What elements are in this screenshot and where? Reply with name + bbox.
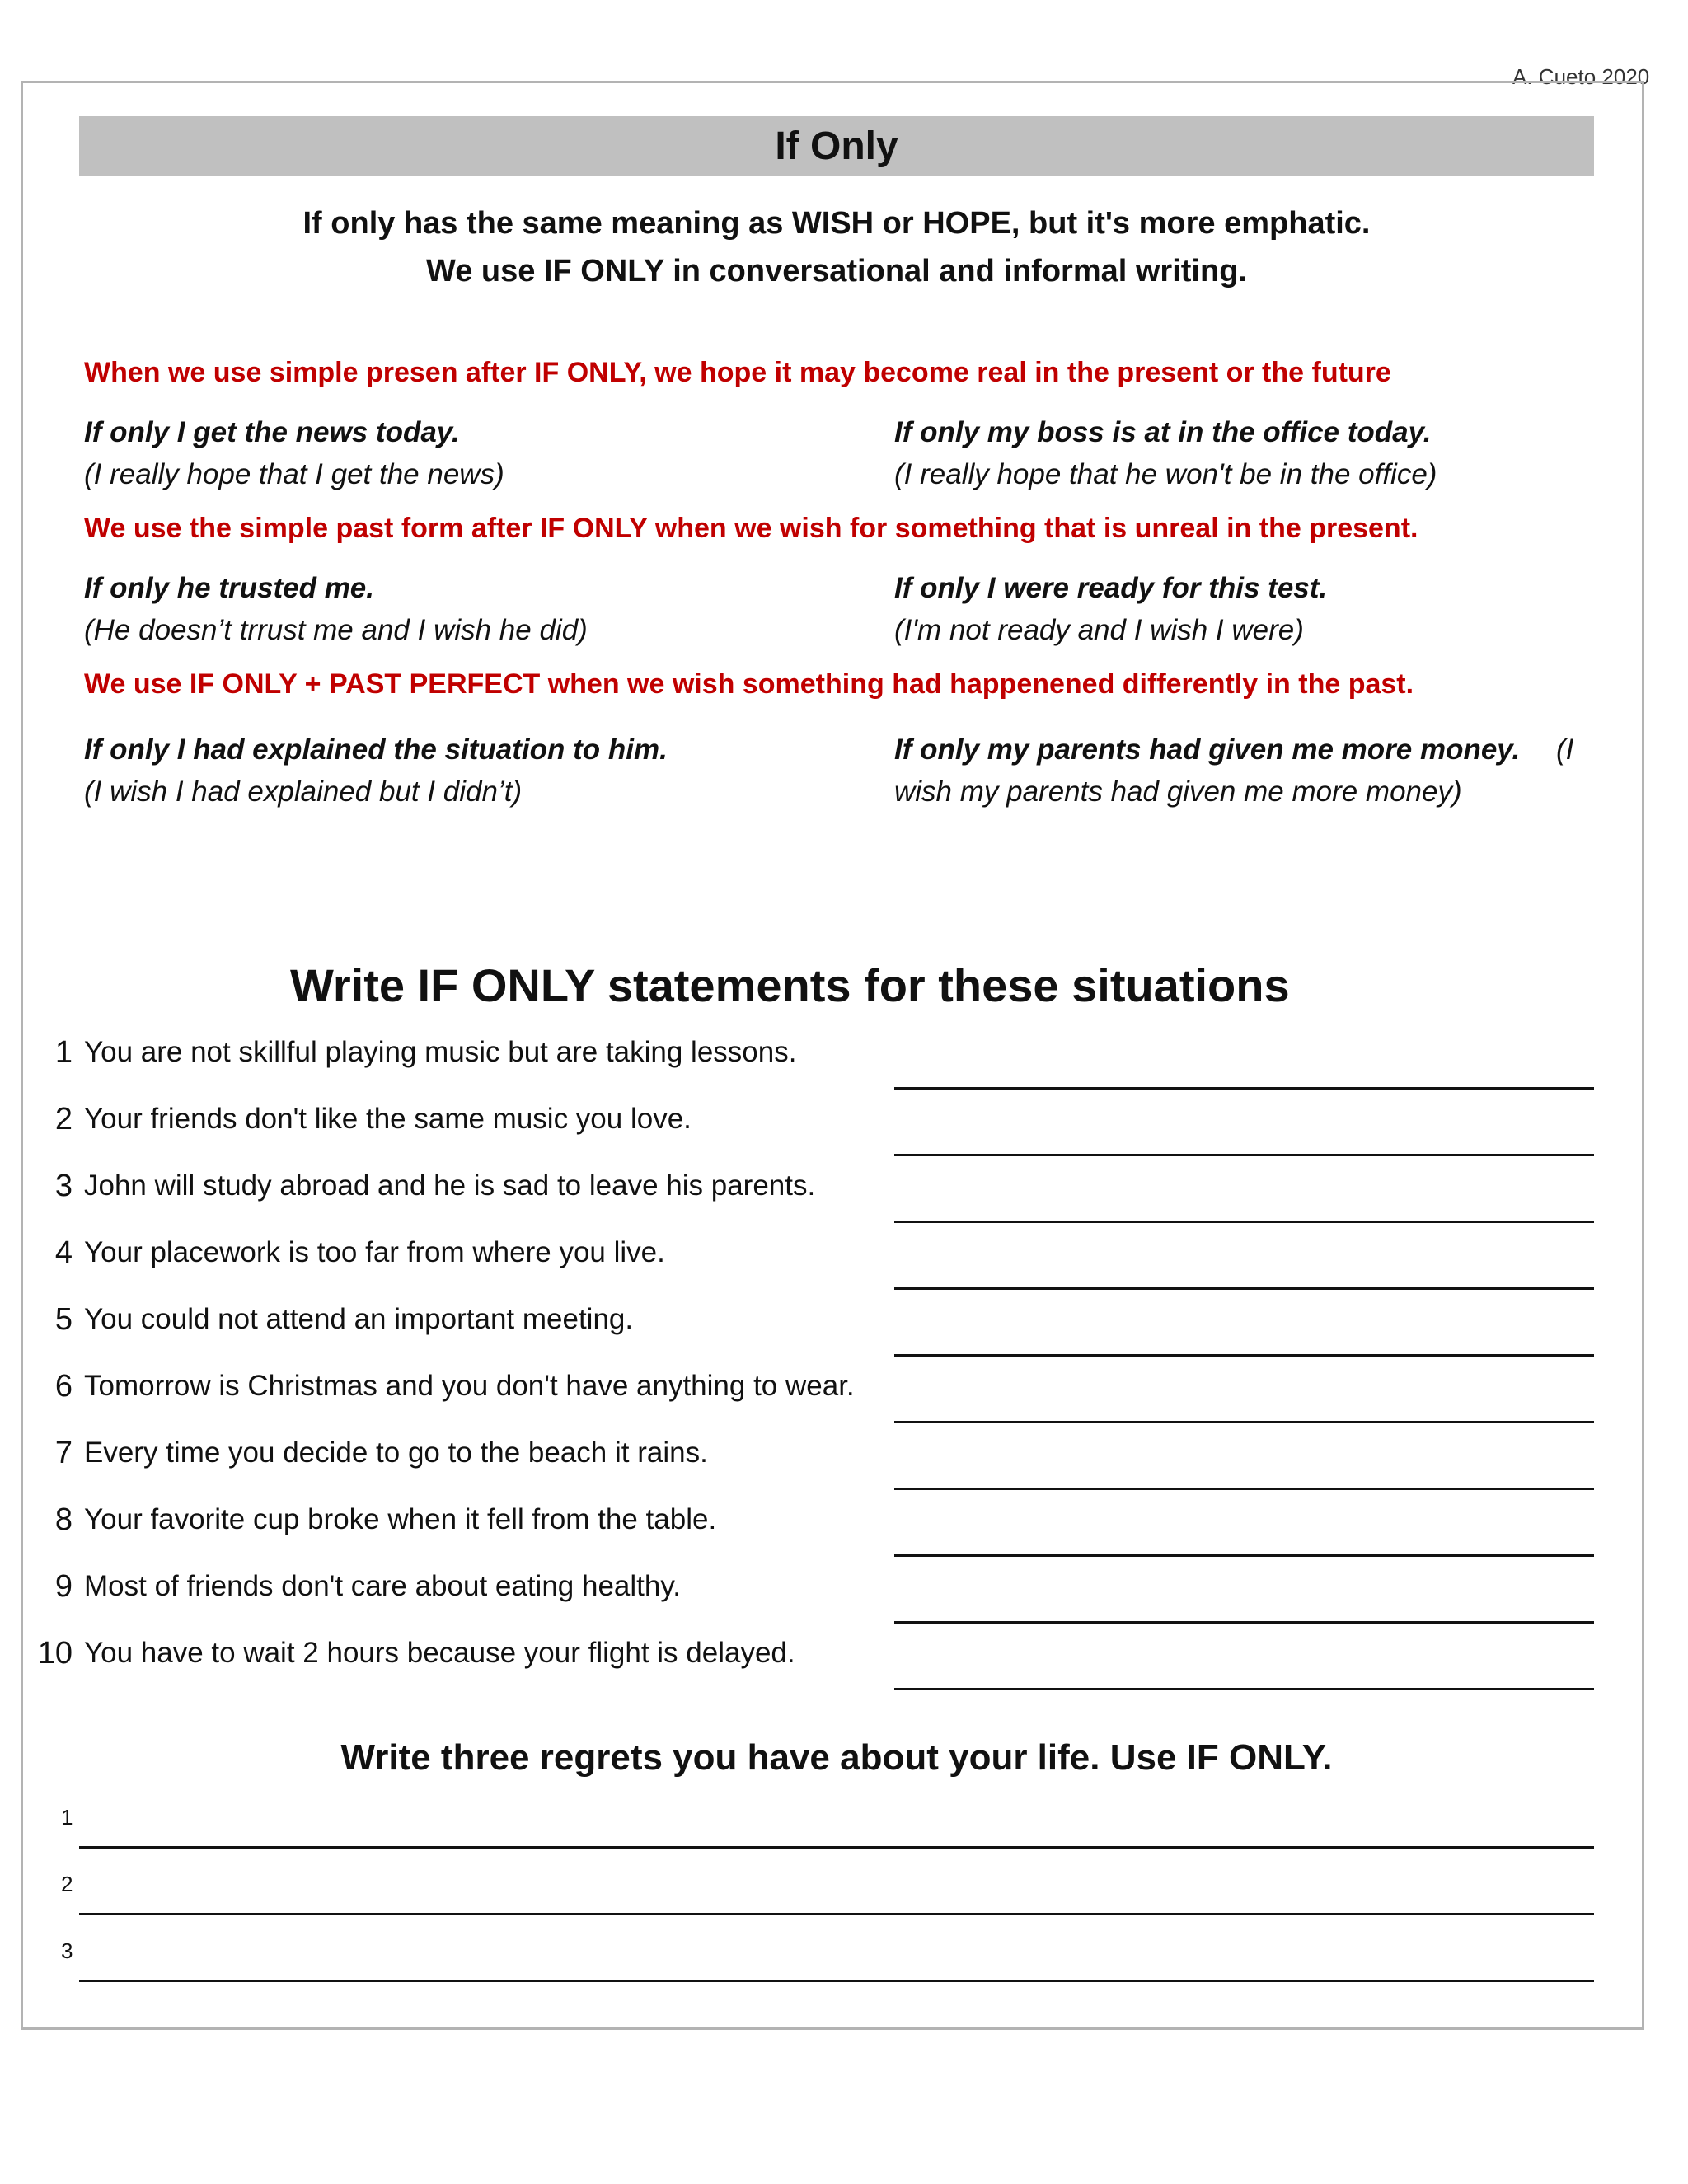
example-block xyxy=(894,567,1327,651)
regrets-title: Write three regrets you have about your life. Use IF ONLY. xyxy=(340,1737,1333,1778)
exercise-item xyxy=(0,1497,1688,1563)
item-number: 10 xyxy=(37,1636,73,1671)
item-number: 2 xyxy=(54,1102,73,1137)
item-situation: Most of friends don't care about eating healthy. xyxy=(84,1570,681,1602)
item-number: 1 xyxy=(54,1035,73,1070)
example-sentence: If only I were ready for this test. xyxy=(894,572,1328,604)
exercise-item xyxy=(0,1096,1688,1162)
example-block xyxy=(84,567,588,651)
answer-line[interactable] xyxy=(894,1421,1594,1423)
exercise-title: Write IF ONLY statements for these situations xyxy=(290,959,1290,1011)
item-situation: Your favorite cup broke when it fell from the table. xyxy=(84,1503,717,1535)
answer-line[interactable] xyxy=(894,1154,1594,1156)
regret-answer-line[interactable] xyxy=(79,1980,1594,1982)
rule-present: When we use simple presen after IF ONLY, we hope it may become real in the present or the future xyxy=(84,357,1391,388)
item-situation: You are not skillful playing music but are taking lessons. xyxy=(84,1036,797,1068)
item-situation: You could not attend an important meeting. xyxy=(84,1303,634,1335)
example-sentence: If only I had explained the situation to him. xyxy=(84,733,668,766)
regret-number: 1 xyxy=(61,1805,73,1830)
example-note: wish my parents had given me more money) xyxy=(894,776,1462,808)
exercise-item xyxy=(0,1363,1688,1429)
exercise-item xyxy=(0,1296,1688,1362)
answer-line[interactable] xyxy=(894,1554,1594,1557)
example-sentence: If only he trusted me. xyxy=(84,572,374,604)
item-situation: Your placework is too far from where you live. xyxy=(84,1236,665,1268)
worksheet-title-bar xyxy=(79,116,1594,176)
answer-line[interactable] xyxy=(894,1287,1594,1290)
item-number: 8 xyxy=(54,1502,73,1537)
example-sentence: If only my boss is at in the office today. xyxy=(894,416,1432,448)
item-number: 3 xyxy=(54,1169,73,1203)
example-block xyxy=(894,411,1437,495)
answer-line[interactable] xyxy=(894,1354,1594,1357)
example-sentence: If only I get the news today. xyxy=(84,416,460,448)
item-situation: Tomorrow is Christmas and you don't have anything to wear. xyxy=(84,1370,855,1402)
example-sentence: If only my parents had given me more money. xyxy=(894,733,1521,766)
regret-item xyxy=(0,1801,1688,1867)
answer-line[interactable] xyxy=(894,1221,1594,1223)
answer-line[interactable] xyxy=(894,1688,1594,1690)
intro-line-1: If only has the same meaning as WISH or HOPE, but it's more emphatic. xyxy=(302,206,1371,241)
item-situation: Every time you decide to go to the beach it rains. xyxy=(84,1436,708,1469)
intro-line-2: We use IF ONLY in conversational and informal writing. xyxy=(426,254,1247,288)
exercise-item xyxy=(0,1029,1688,1095)
exercise-item xyxy=(0,1230,1688,1296)
item-situation: John will study abroad and he is sad to leave his parents. xyxy=(84,1169,816,1202)
example-note: (I really hope that he won't be in the office) xyxy=(894,458,1437,490)
item-number: 4 xyxy=(54,1235,73,1270)
example-block xyxy=(894,729,1520,813)
example-block xyxy=(84,729,668,813)
worksheet-title: If Only xyxy=(775,124,898,168)
example-note: (I really hope that I get the news) xyxy=(84,458,504,490)
regret-item xyxy=(0,1934,1688,2000)
exercise-item xyxy=(0,1630,1688,1696)
exercise-item xyxy=(0,1563,1688,1629)
item-situation: You have to wait 2 hours because your flight is delayed. xyxy=(84,1637,795,1669)
item-number: 7 xyxy=(54,1436,73,1470)
example-note: (I wish I had explained but I didn’t) xyxy=(84,776,523,808)
item-number: 9 xyxy=(54,1569,73,1604)
answer-line[interactable] xyxy=(894,1621,1594,1624)
author-credit: A. Cueto 2020 xyxy=(1512,64,1650,89)
example-note: (I'm not ready and I wish I were) xyxy=(894,614,1304,646)
item-number: 6 xyxy=(54,1369,73,1404)
rule-simple-past: We use the simple past form after IF ONLY when we wish for something that is unreal in the present. xyxy=(84,513,1418,544)
item-number: 5 xyxy=(54,1302,73,1337)
regret-answer-line[interactable] xyxy=(79,1913,1594,1915)
regret-number: 3 xyxy=(61,1938,73,1963)
regret-number: 2 xyxy=(61,1872,73,1896)
example-paren: (I xyxy=(1556,733,1574,766)
exercise-item xyxy=(0,1163,1688,1229)
regret-item xyxy=(0,1868,1688,1933)
answer-line[interactable] xyxy=(894,1488,1594,1490)
exercise-item xyxy=(0,1430,1688,1496)
rule-past-perfect: We use IF ONLY + PAST PERFECT when we wish something had happenened differently in the past. xyxy=(84,668,1414,700)
example-block xyxy=(84,411,504,495)
answer-line[interactable] xyxy=(894,1087,1594,1090)
regret-answer-line[interactable] xyxy=(79,1846,1594,1849)
item-situation: Your friends don't like the same music you love. xyxy=(84,1103,692,1135)
example-note: (He doesn’t trrust me and I wish he did) xyxy=(84,614,588,646)
